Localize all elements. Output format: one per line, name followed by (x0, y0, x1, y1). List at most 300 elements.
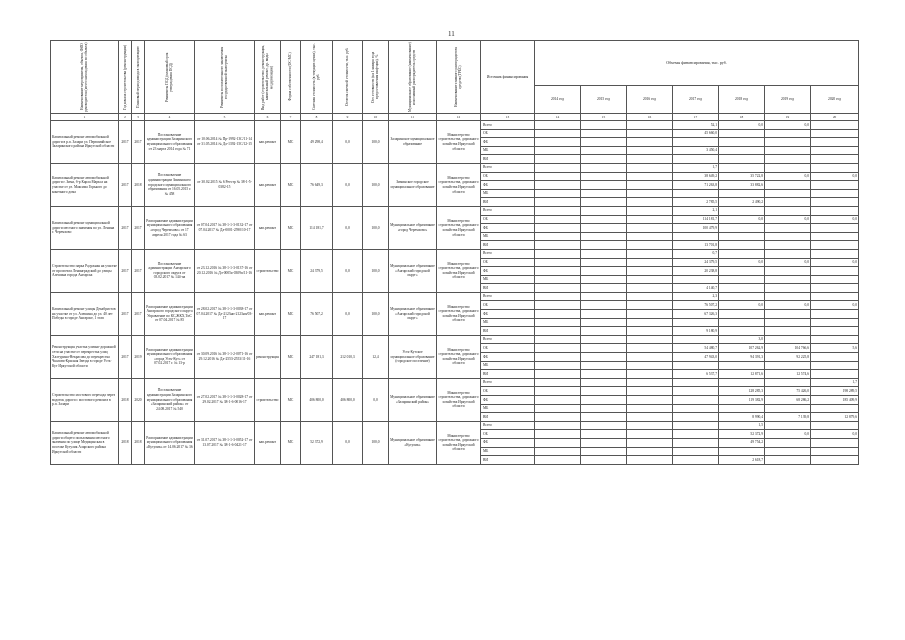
ownership: МС (281, 421, 301, 464)
funding-value (627, 129, 673, 138)
ownership: МС (281, 249, 301, 292)
year-header: 2018 год (719, 86, 765, 114)
header-col-11 (389, 41, 437, 114)
funding-value (581, 241, 627, 250)
funding-value (627, 310, 673, 319)
funding-value (673, 430, 719, 439)
funding-source: ФБ (481, 353, 535, 362)
funding-value (535, 232, 581, 241)
funding-source: Всего (481, 421, 535, 430)
funding-value (811, 249, 859, 258)
funding-title: Объемы финансирования, тыс. руб. (535, 41, 859, 86)
work-kind: строительство (255, 378, 281, 421)
header-col-12 (437, 41, 481, 114)
funding-value (627, 361, 673, 370)
funding-value (535, 224, 581, 233)
funding-value (627, 370, 673, 379)
funding-value: 0,0 (719, 301, 765, 310)
expertise-details: от 27.02.2017 № 38-1-1-3-0028-17 от 29.02.2017 № 38-1-6-0016-17 (195, 378, 255, 421)
funding-value (581, 206, 627, 215)
funding-value (581, 404, 627, 413)
funding-source: ОБ (481, 344, 535, 353)
funding-value (765, 241, 811, 250)
table-row (51, 292, 859, 301)
end-year: 2017 (132, 292, 145, 335)
header-col-label: Форма собственности (ОС/МС) (288, 52, 293, 102)
funding-value (719, 206, 765, 215)
header-col-5 (195, 41, 255, 114)
funding-source: МБ (481, 232, 535, 241)
funding-value (811, 318, 859, 327)
funding-value (765, 198, 811, 207)
funding-value: 12 871,6 (719, 370, 765, 379)
budget-manager: Министерство строительства, дорожного хозяйства Иркутской области (437, 249, 481, 292)
psd-details: Постановление администрации Ангарского городского округа от 03.02.2017 № 144-па (145, 249, 195, 292)
funding-value (765, 421, 811, 430)
funding-value: 52 372,9 (719, 430, 765, 439)
funding-value: 49 754,2 (719, 438, 765, 447)
funding-value: 185 409,9 (811, 396, 859, 405)
funding-value (627, 430, 673, 439)
funding-value (627, 447, 673, 456)
funding-source: ФБ (481, 267, 535, 276)
funding-value (581, 249, 627, 258)
funding-value (765, 310, 811, 319)
work-kind: кап.ремонт (255, 292, 281, 335)
funding-value (535, 138, 581, 147)
funding-value (719, 155, 765, 164)
funding-value (673, 421, 719, 430)
funding-value: 71 263,8 (673, 181, 719, 190)
work-kind: кап.ремонт (255, 163, 281, 206)
readiness: 100,0 (363, 292, 389, 335)
psd-details: Постановление администрации Заларинского муниципального образования «Заларинский район» от 24.08.2017 № 540 (145, 378, 195, 421)
funding-value (535, 310, 581, 319)
funding-value (535, 430, 581, 439)
budget-manager: Министерство строительства, дорожного хозяйства Иркутской области (437, 206, 481, 249)
funding-value (627, 172, 673, 181)
funding-value (673, 378, 719, 387)
municipality: Муниципальное образование «город Черемхово» (389, 206, 437, 249)
funding-value (719, 284, 765, 293)
psd-details: Распоряжение администрации муниципального образования «город Черемхово» от 17 апреля 2017 года № 63 (145, 206, 195, 249)
funding-value (811, 198, 859, 207)
column-number: 15 (581, 114, 627, 121)
object-name: Капитальный ремонт автомобильной дороги г. Зима, б-р Карла Маркса на участке от ул. Максима Горького до конечного дома (51, 163, 119, 206)
funding-value (581, 438, 627, 447)
funding-source: МБ (481, 447, 535, 456)
funding-source: Всего (481, 121, 535, 130)
funding-source: МБ (481, 146, 535, 155)
funding-value (581, 370, 627, 379)
investment-table (50, 40, 859, 465)
funding-value: 107 262,9 (719, 344, 765, 353)
funding-value (581, 344, 627, 353)
end-year: 2017 (132, 206, 145, 249)
funding-value (627, 198, 673, 207)
column-number: 4 (145, 114, 195, 121)
funding-value: 3 450,4 (673, 146, 719, 155)
readiness: 0,0 (363, 378, 389, 421)
end-year: 2018 (132, 163, 145, 206)
funding-value (581, 258, 627, 267)
funding-value (581, 310, 627, 319)
funding-value (765, 456, 811, 465)
funding-value (581, 430, 627, 439)
funding-source: ФБ (481, 396, 535, 405)
funding-value (627, 327, 673, 336)
header-col-label: Наименование главного распорядителя средств (ГРБС) (454, 47, 463, 107)
funding-value (535, 387, 581, 396)
header-col-3 (132, 41, 145, 114)
estimated-cost: 52 372,9 (301, 421, 333, 464)
funding-value (535, 438, 581, 447)
funding-source: ВИ (481, 241, 535, 250)
ownership: МС (281, 335, 301, 378)
funding-value (811, 447, 859, 456)
funding-value (627, 232, 673, 241)
funding-value (627, 378, 673, 387)
funding-value (811, 292, 859, 301)
funding-value: 94 391,3 (719, 353, 765, 362)
funding-value (581, 396, 627, 405)
funding-value (811, 421, 859, 430)
expertise-details: от 23.12.2016 № 38-1-1-3-0137-16 от 20.12.2016 № Дл-0005а-0309п/11-16 (195, 249, 255, 292)
year-header: 2015 год (581, 86, 627, 114)
funding-value (627, 284, 673, 293)
funding-source: Всего (481, 206, 535, 215)
funding-source: ВИ (481, 456, 535, 465)
column-number: 2 (119, 114, 132, 121)
funding-value (535, 181, 581, 190)
funding-value (535, 413, 581, 422)
budget-manager: Министерство строительства, дорожного хозяйства Иркутской области (437, 163, 481, 206)
header-col-label: Муниципальное образование (наименование) или главный распорядитель средств (408, 42, 417, 112)
funding-value (535, 370, 581, 379)
funding-value (811, 121, 859, 130)
header-col-6 (255, 41, 281, 114)
funding-value (719, 292, 765, 301)
funding-value (627, 155, 673, 164)
funding-value (627, 438, 673, 447)
funding-value: 0,0 (719, 121, 765, 130)
object-name: Капитальный ремонт автомобильной дороги общего пользования местного значения по улице Медицинская в поселке Кутулик Аларского района Иркутской области (51, 421, 119, 464)
funding-value (811, 241, 859, 250)
table-row (51, 421, 859, 430)
funding-value (719, 163, 765, 172)
funding-value (535, 456, 581, 465)
estimated-cost: 114 181,7 (301, 206, 333, 249)
header-col-label: Реквизиты положительного заключения государственной экспертизы (220, 46, 229, 108)
funding-source: ОБ (481, 301, 535, 310)
ownership: МС (281, 163, 301, 206)
estimated-cost: 76 507,2 (301, 292, 333, 335)
funding-value (535, 163, 581, 172)
funding-value (535, 198, 581, 207)
funding-source: ФБ (481, 181, 535, 190)
funding-value: 3,0 (719, 335, 765, 344)
funding-value: 1,7 (673, 163, 719, 172)
funding-value (811, 206, 859, 215)
funding-source: ВИ (481, 198, 535, 207)
funding-value (765, 378, 811, 387)
funding-value: 2,3 (673, 292, 719, 301)
start-year: 2017 (119, 206, 132, 249)
header-col-9 (333, 41, 363, 114)
funding-value (535, 301, 581, 310)
work-kind: кап.ремонт (255, 121, 281, 164)
funding-value (581, 284, 627, 293)
funding-value: 13 701,8 (673, 241, 719, 250)
funding-value (535, 121, 581, 130)
funding-value (811, 370, 859, 379)
table-row (51, 121, 859, 130)
funding-value (765, 146, 811, 155)
column-number: 5 (195, 114, 255, 121)
funding-value: 9 180,9 (673, 327, 719, 336)
funding-value (719, 318, 765, 327)
column-number: 13 (481, 114, 535, 121)
funding-value (627, 396, 673, 405)
funding-value: 100 479,9 (673, 224, 719, 233)
funding-source: Всего (481, 163, 535, 172)
funding-value (765, 404, 811, 413)
funding-value (581, 121, 627, 130)
funding-value: 12 879,6 (811, 413, 859, 422)
funding-value (811, 353, 859, 362)
funding-value (535, 353, 581, 362)
funding-value (719, 146, 765, 155)
funding-value (765, 232, 811, 241)
header-col-label: Плановый период ввода в эксплуатацию (135, 46, 140, 108)
column-number: 18 (719, 114, 765, 121)
funding-value (811, 138, 859, 147)
funding-value: 104 766,6 (765, 344, 811, 353)
funding-value (765, 447, 811, 456)
funding-value (627, 181, 673, 190)
funding-value: 6 537,7 (673, 370, 719, 379)
object-name: Капитальный ремонт муниципальной дороги местного значения по ул. Ленина г. Черемхово (51, 206, 119, 249)
funding-source: ОБ (481, 215, 535, 224)
municipality: Усть-Кутское муниципальное образование (городское поселение) (389, 335, 437, 378)
funding-value: 12 574,6 (765, 370, 811, 379)
funding-value (811, 181, 859, 190)
funding-value (811, 284, 859, 293)
funding-value (719, 404, 765, 413)
expertise-details: от 31.07.2017 № 38-1-1-3-0052-17 от 13.07.2017 № 38-1-6-0421-17 (195, 421, 255, 464)
funding-value (765, 284, 811, 293)
budget-manager: Министерство строительства, дорожного хозяйства Иркутской области (437, 335, 481, 378)
funding-value (581, 327, 627, 336)
expertise-details: от 28.02.2017 № 38-1-1-3-0038-17 от 07.04.2017 № Дл-2123нп-2123нп/03-17 (195, 292, 255, 335)
funding-value (627, 189, 673, 198)
funding-value (811, 456, 859, 465)
funding-value: 0,0 (765, 258, 811, 267)
column-number: 7 (281, 114, 301, 121)
funding-value (811, 163, 859, 172)
end-year: 2017 (132, 121, 145, 164)
funding-value (765, 206, 811, 215)
funding-value (765, 335, 811, 344)
object-name: Капитальный ремонт улицы Декабристов на участке от ул. Алешина до ул. 40 лет Победы в городе Ангарске, 1 этап (51, 292, 119, 335)
funding-value (581, 292, 627, 301)
column-number: 11 (389, 114, 437, 121)
funding-value (535, 206, 581, 215)
funding-value (581, 189, 627, 198)
funding-value (719, 189, 765, 198)
funding-value (811, 267, 859, 276)
funding-value: 67 326,3 (673, 310, 719, 319)
funding-value (765, 129, 811, 138)
funding-value (673, 275, 719, 284)
funding-value (581, 361, 627, 370)
funding-value (581, 138, 627, 147)
funding-value: 0,7 (673, 249, 719, 258)
funding-value (581, 447, 627, 456)
funding-value: 24 379,5 (673, 258, 719, 267)
readiness: 100,0 (363, 163, 389, 206)
funding-value: 0,0 (811, 430, 859, 439)
object-name: Реконструкция участка улично-дорожной сети на участке от перекрестка улиц Халтурина-Некрасова до перекрестка Чкалова-Красная Звезда в городе Усть-Кут Иркутской области (51, 335, 119, 378)
funding-value (535, 155, 581, 164)
funding-value (535, 396, 581, 405)
funding-value (581, 181, 627, 190)
funding-value (811, 361, 859, 370)
funding-source: ФБ (481, 224, 535, 233)
header-col-label: Сметная стоимость (в текущих ценах), тыс. руб. (312, 43, 321, 111)
work-kind: кап.ремонт (255, 421, 281, 464)
funding-value (535, 146, 581, 155)
funding-value (673, 232, 719, 241)
end-year: 2018 (132, 421, 145, 464)
start-year: 2017 (119, 121, 132, 164)
funding-value (719, 275, 765, 284)
funding-source: Всего (481, 378, 535, 387)
funding-value (719, 267, 765, 276)
funding-value: 76 507,2 (673, 301, 719, 310)
funding-source: ОБ (481, 387, 535, 396)
column-number: 8 (301, 114, 333, 121)
funding-value (765, 249, 811, 258)
remaining-cost: 406 800,0 (333, 378, 363, 421)
header-col-13 (481, 41, 535, 114)
funding-value (765, 155, 811, 164)
funding-value (719, 129, 765, 138)
work-kind: реконструкция (255, 335, 281, 378)
funding-value: 7 139,8 (765, 413, 811, 422)
funding-value: 75 426,0 (765, 387, 811, 396)
municipality: Муниципальное образование «Ангарский городской округ» (389, 249, 437, 292)
funding-value: 0,0 (811, 215, 859, 224)
funding-value (627, 138, 673, 147)
funding-value (581, 129, 627, 138)
funding-value: 0,0 (811, 258, 859, 267)
funding-value (581, 163, 627, 172)
column-number: 20 (811, 114, 859, 121)
funding-value (673, 335, 719, 344)
municipality: Муниципальное образование «Ангарский городской округ» (389, 292, 437, 335)
funding-source: ОБ (481, 129, 535, 138)
funding-value (581, 275, 627, 284)
ownership: МС (281, 121, 301, 164)
funding-value: 35 722,8 (719, 172, 765, 181)
funding-value (719, 447, 765, 456)
psd-details: Постановление администрации Зиминского городского муниципального образования от 16.05.2015 г. № 458 (145, 163, 195, 206)
funding-value (765, 275, 811, 284)
readiness: 100,0 (363, 121, 389, 164)
year-header: 2017 год (673, 86, 719, 114)
table-row (51, 249, 859, 258)
ownership: МС (281, 206, 301, 249)
funding-value (535, 215, 581, 224)
funding-value: 114 181,7 (673, 215, 719, 224)
funding-value (627, 146, 673, 155)
funding-value (535, 335, 581, 344)
funding-value (811, 438, 859, 447)
funding-value (719, 241, 765, 250)
column-number: 16 (627, 114, 673, 121)
funding-value: 0,0 (811, 301, 859, 310)
estimated-cost: 247 181,3 (301, 335, 333, 378)
psd-details: Распоряжение администрации Ангарского городского округа Управление по КС,ЖКХ,ТиС от 07.04.2017 № 85 (145, 292, 195, 335)
funding-value (765, 438, 811, 447)
funding-value (627, 456, 673, 465)
expertise-details: от 10.06.2014 № Пр-1992-13С/11-14 от 31.05.2014 № Дл-1392-15С/12-15 (195, 121, 255, 164)
funding-value (811, 404, 859, 413)
funding-value (581, 224, 627, 233)
funding-value (627, 387, 673, 396)
funding-value: 38 649,2 (673, 172, 719, 181)
funding-value (627, 413, 673, 422)
funding-value (627, 318, 673, 327)
funding-value (811, 129, 859, 138)
estimated-cost: 49 298,4 (301, 121, 333, 164)
funding-value (765, 292, 811, 301)
funding-value: 0,0 (765, 215, 811, 224)
psd-details: Постановление администрации Заларинского муниципального образования от 23 марта 2014 года № 71 (145, 121, 195, 164)
funding-value (581, 353, 627, 362)
municipality: Муниципальное образование «Кутулик» (389, 421, 437, 464)
funding-value (811, 275, 859, 284)
header-col-label: Год начала строительства (реконструкции) (122, 44, 127, 110)
funding-value (673, 387, 719, 396)
ownership: МС (281, 378, 301, 421)
psd-details: Распоряжение администрации муниципального образования «Кутулик» от 14.06.2017 № 36 (145, 421, 195, 464)
column-number: 19 (765, 114, 811, 121)
funding-value (581, 421, 627, 430)
funding-value (627, 421, 673, 430)
funding-value: 0,0 (811, 172, 859, 181)
funding-source: ВИ (481, 370, 535, 379)
funding-value (673, 438, 719, 447)
funding-value (673, 396, 719, 405)
remaining-cost: 212 010,3 (333, 335, 363, 378)
funding-value (765, 327, 811, 336)
funding-value (719, 378, 765, 387)
funding-value (719, 310, 765, 319)
funding-value (765, 181, 811, 190)
header-col-2 (119, 41, 132, 114)
municipality: Заларинское муниципальное образование (389, 121, 437, 164)
funding-value (627, 163, 673, 172)
funding-value: 0,0 (719, 258, 765, 267)
budget-manager: Министерство строительства, дорожного хозяйства Иркутской области (437, 292, 481, 335)
start-year: 2018 (119, 421, 132, 464)
estimated-cost: 76 649,3 (301, 163, 333, 206)
column-number: 17 (673, 114, 719, 121)
budget-manager: Министерство строительства, дорожного хозяйства Иркутской области (437, 378, 481, 421)
year-header: 2019 год (765, 86, 811, 114)
